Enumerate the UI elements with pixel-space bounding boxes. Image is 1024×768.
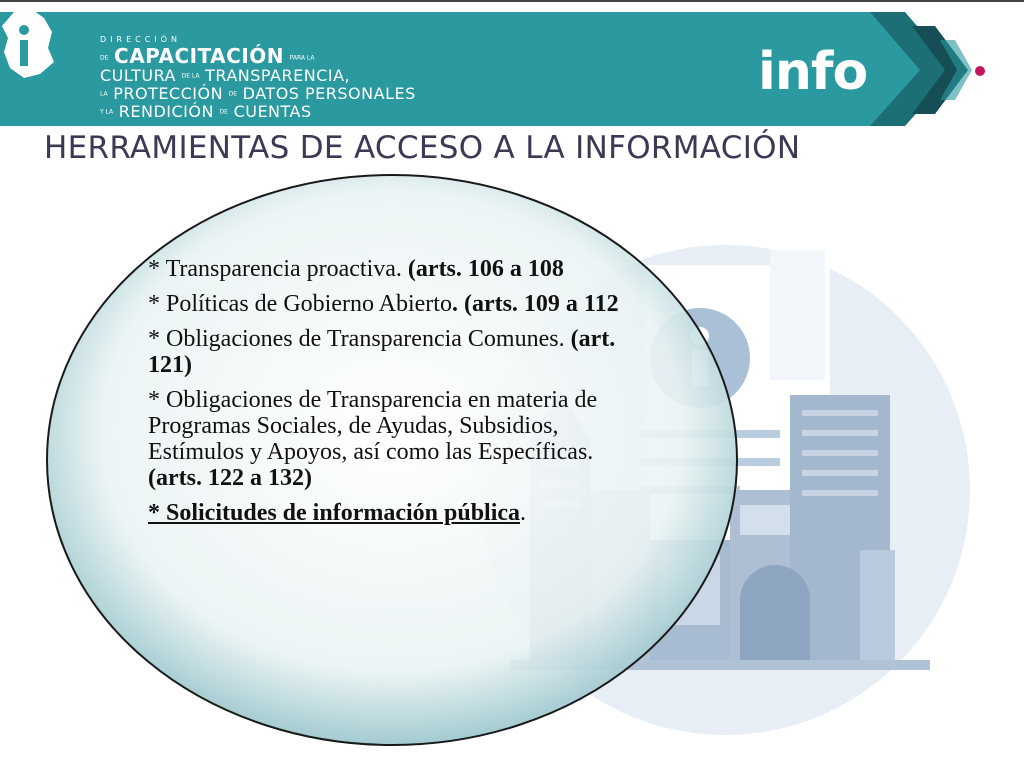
info-logo: info [758, 42, 868, 102]
top-rule [0, 0, 1024, 2]
list-item: * Transparencia proactiva. (arts. 106 a 108 [148, 256, 564, 282]
slide-title: HERRAMIENTAS DE ACCESO A LA INFORMACIÓN [44, 130, 801, 166]
mexico-city-map-icon [0, 8, 56, 78]
list-item: * Políticas de Gobierno Abierto. (arts. 109 a 112 [148, 291, 619, 317]
list-item: * Obligaciones de Transparencia en materia de Programas Sociales, de Ayudas, Subsidios, Estímulos y Apoyos, así como las Específicas. (arts. 122 a 132) [148, 387, 598, 491]
list-item: * Obligaciones de Transparencia Comunes. (art. 121) [148, 326, 616, 378]
list-item-link[interactable]: * Solicitudes de información pública. [148, 500, 527, 526]
tools-list [148, 256, 636, 535]
direccion-text: DIRECCIÓN DE CAPACITACIÓN PARA LA CULTURA DE LA TRANSPARENCIA, LA PROTECCIÓN DE DATOS PERSONALES Y LA RENDICIÓN DE CUENTAS [100, 35, 416, 121]
header-banner [0, 8, 1024, 126]
accent-dot [975, 66, 985, 76]
